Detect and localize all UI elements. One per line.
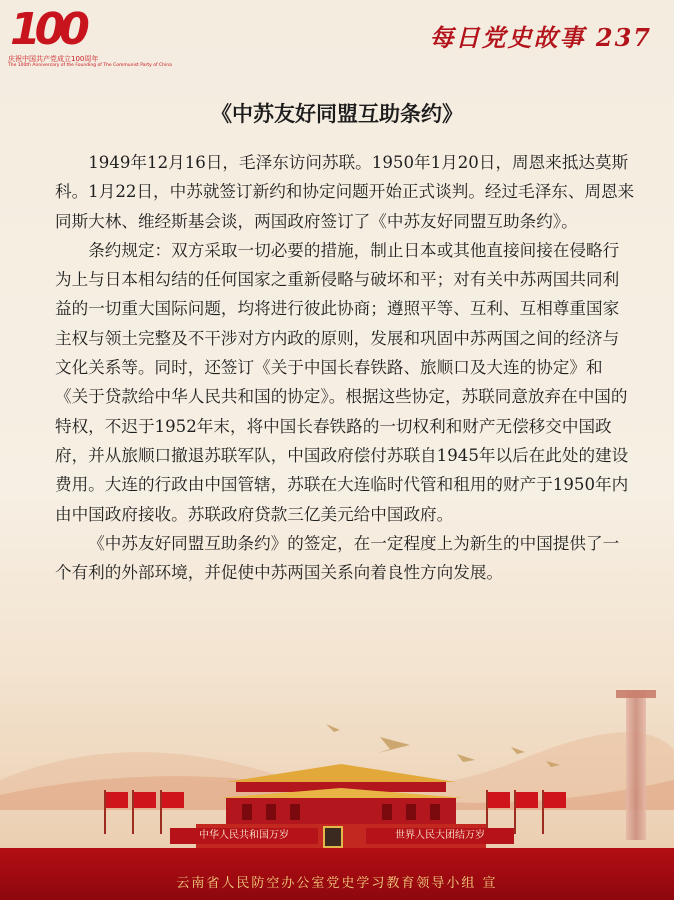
portrait-icon — [323, 826, 343, 848]
huabiao-cap-icon — [616, 690, 656, 698]
red-flag-icon — [162, 792, 184, 808]
slogan-banner-left: 中华人民共和国万岁 — [170, 828, 318, 844]
centenary-logo — [6, 4, 172, 76]
paragraph: 《中苏友好同盟互助条约》的签定，在一定程度上为新生的中国提供了一个有利的外部环境，并促使中苏两国关系向着良性方向发展。 — [55, 533, 620, 583]
slogan-banner-right: 世界人民大团结万岁 — [366, 828, 514, 844]
logo-number: 100 — [10, 4, 84, 55]
article-body — [55, 148, 635, 587]
red-flag-icon — [106, 792, 128, 808]
series-title: 每日党史故事 237 — [429, 23, 652, 52]
red-flag-icon — [134, 792, 156, 808]
logo-caption: 庆祝中国共产党成立100周年 — [8, 55, 99, 63]
red-flag-icon — [516, 792, 538, 808]
huabiao-pillar-icon — [626, 690, 646, 840]
article-title: 《中苏友好同盟互助条约》 — [211, 102, 463, 126]
paragraph: 条约规定：双方采取一切必要的措施，制止日本或其他直接间接在侵略行为上与日本相勾结的任何国家之重新侵略与破坏和平；对有关中苏两国共同利益的一切重大国际问题，均将进行彼此协商；遵照平等、互利、互相尊重国家主权与领土完整及不干涉对方内政的原则，发展和巩固中苏两国之间的经济与文化关系等。同时，还签订《关于中国长春铁路、旅顺口及大连的协定》和《关于贷款给中华人民共和国的协定》。根据这些协定，苏联同意放弃在中国的特权，不迟于1952年末，将中国长春铁路的一切权利和财产无偿移交中国政府，并从旅顺口撤退苏联军队，中国政府偿付苏联自1945年以后在此处的建设费用。大连的行政由中国管辖，苏联在大连临时代管和租用的财产于1950年内由中国政府接收。苏联政府贷款三亿美元给中国政府。 — [55, 240, 629, 524]
red-flag-icon — [544, 792, 566, 808]
paragraph: 1949年12月16日，毛泽东访问苏联。1950年1月20日，周恩来抵达莫斯科。1月22日，中苏就签订新约和协定问题开始正式谈判。经过毛泽东、周恩来同斯大林、维经斯基会谈，两国政府签订了《中苏友好同盟互助条约》。 — [55, 153, 635, 231]
red-flag-icon — [488, 792, 510, 808]
logo-caption-en: The 100th Anniversary of the Founding of The Communist Party of China — [8, 63, 172, 68]
footer-credit: 云南省人民防空办公室党史学习教育领导小组 宣 — [176, 876, 498, 891]
